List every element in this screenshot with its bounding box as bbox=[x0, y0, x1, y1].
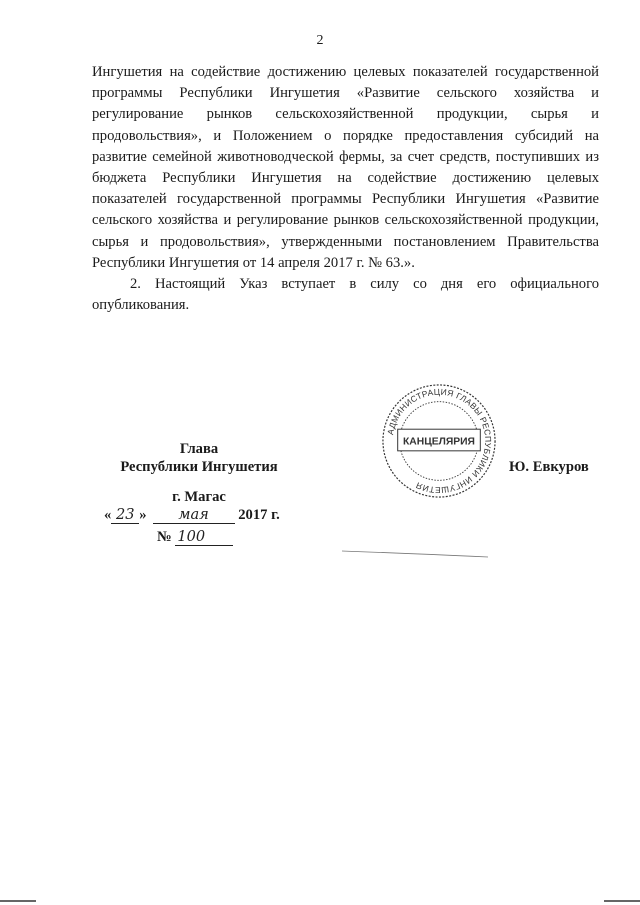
scan-edge-marks bbox=[0, 895, 640, 905]
signatory-title-line2: Республики Ингушетия bbox=[120, 459, 278, 475]
date-day: 23 bbox=[111, 506, 139, 524]
signatory-title-line1: Глава bbox=[179, 441, 219, 457]
stamp-center-text: КАНЦЕЛЯРИЯ bbox=[403, 436, 475, 448]
number-label: № bbox=[157, 529, 172, 545]
stamp-ring-text: АДМИНИСТРАЦИЯ ГЛАВЫ РЕСПУБЛИКИ ИНГУШЕТИЯ bbox=[385, 386, 494, 496]
signatory-name: Ю. Евкуров bbox=[509, 459, 589, 475]
decree-number bbox=[157, 528, 233, 546]
pen-stroke bbox=[340, 548, 490, 560]
page-number: 2 bbox=[316, 33, 324, 48]
date-open-quote: « bbox=[104, 507, 112, 523]
date-close-quote: » bbox=[139, 507, 147, 523]
date-year: 2017 г. bbox=[238, 507, 280, 523]
number-value: 100 bbox=[175, 528, 233, 546]
issue-city: г. Магас bbox=[172, 489, 226, 505]
paragraph-effective-date: 2. Настоящий Указ вступает в силу со дня его официального опубликования. bbox=[92, 276, 599, 314]
issue-date bbox=[104, 506, 280, 524]
date-month: мая bbox=[153, 506, 235, 524]
office-stamp bbox=[380, 382, 498, 500]
document-body bbox=[92, 62, 599, 316]
paragraph-continuation: Ингушетия на содействие достижению целевых показателей государственной программы Республики Ингушетия «Развитие сельского хозяйства и регулирование рынков сельскохозяйственной продукции, сырья и продовольствия», и Положением о порядке предоставления субсидий на развитие семейной животноводческой фермы, за счет средств, поступивших из бюджета Республики Ингушетия на содействие достижению целевых показателей государственной программы Республики Ингушетия «Развитие сельского хозяйства и регулирование рынков сельскохозяйственной продукции, сырья и продовольствия», утвержденными постановлением Правительства Республики Ингушетия от 14 апреля 2017 г. № 63.». bbox=[92, 64, 599, 271]
